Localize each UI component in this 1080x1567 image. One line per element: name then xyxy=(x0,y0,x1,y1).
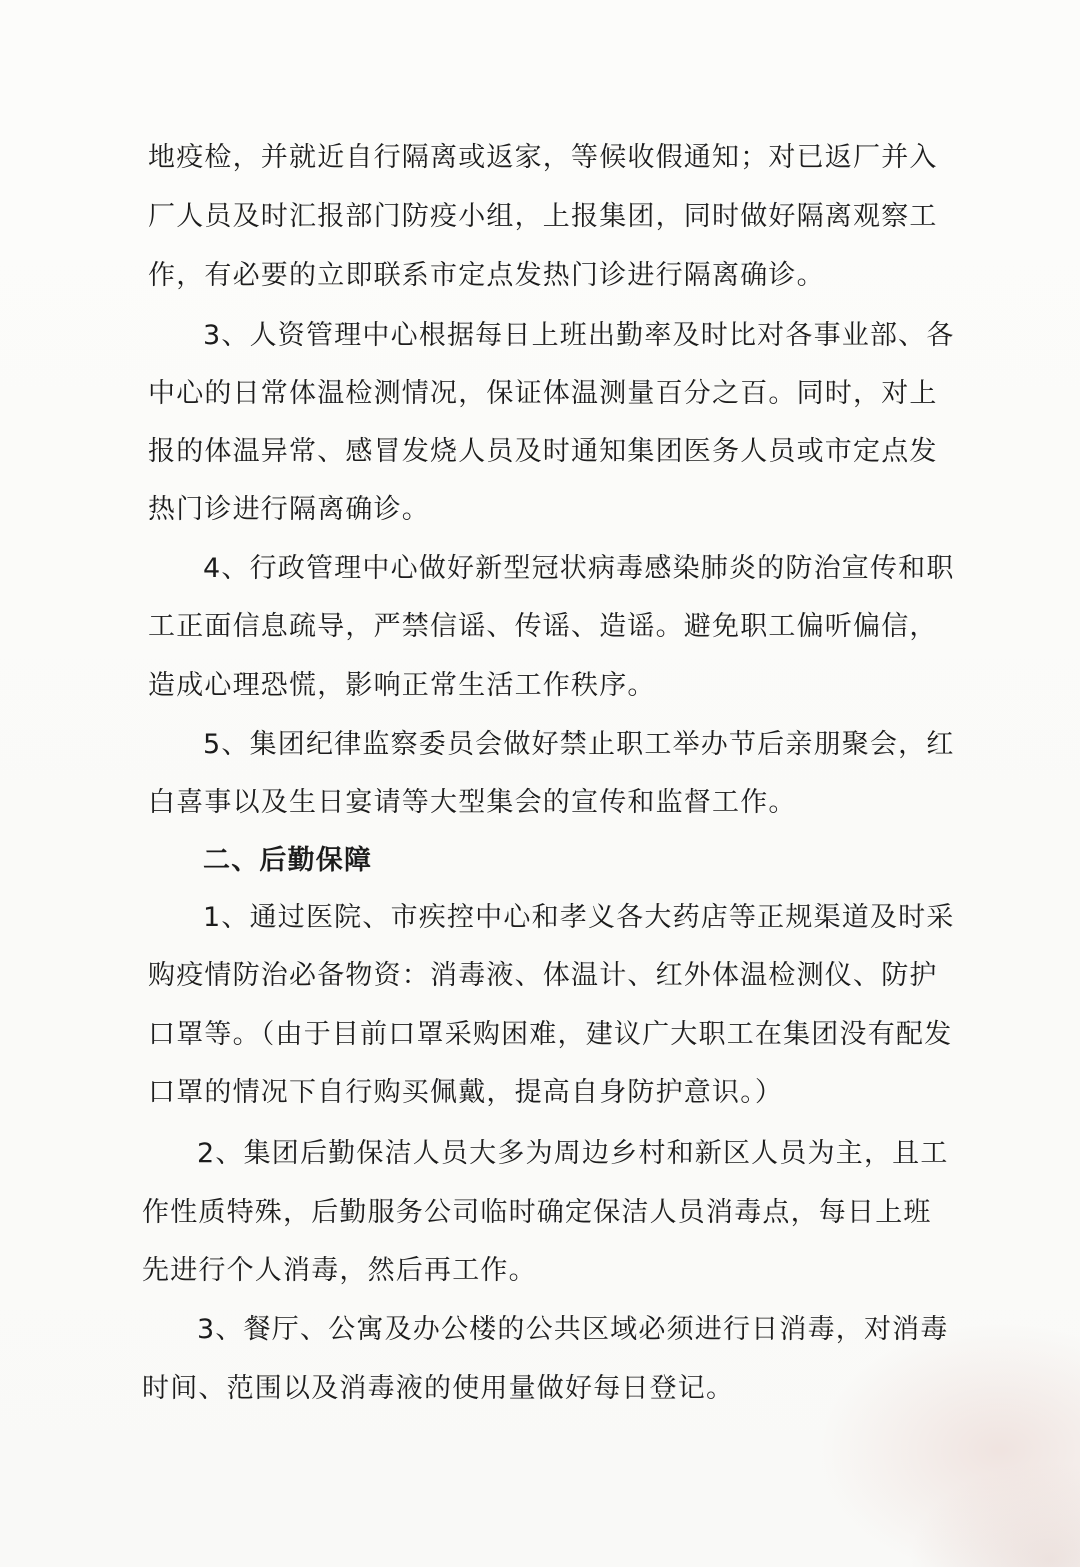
section-heading: 二、后勤保障 xyxy=(203,845,373,876)
text-line-18: 2、集团后勤保洁人员大多为周边乡村和新区人员为主，且工 xyxy=(197,1138,949,1169)
text-line-11: 5、集团纪律监察委员会做好禁止职工举办节后亲朋聚会，红 xyxy=(203,729,955,760)
text-line-10: 造成心理恐慌，影响正常生活工作秩序。 xyxy=(148,670,656,701)
text-line-14: 1、通过医院、市疾控中心和孝义各大药店等正规渠道及时采 xyxy=(203,902,955,933)
text-line-3: 作，有必要的立即联系市定点发热门诊进行隔离确诊。 xyxy=(148,260,825,291)
text-line-2: 厂人员及时汇报部门防疫小组，上报集团，同时做好隔离观察工 xyxy=(148,201,938,232)
text-line-20: 先进行个人消毒，然后再工作。 xyxy=(142,1255,537,1286)
text-line-1: 地疫检，并就近自行隔离或返家，等候收假通知；对已返厂并入 xyxy=(148,142,938,173)
text-line-22: 时间、范围以及消毒液的使用量做好每日登记。 xyxy=(142,1373,735,1404)
text-line-6: 报的体温异常、感冒发烧人员及时通知集团医务人员或市定点发 xyxy=(148,436,938,467)
text-line-12: 白喜事以及生日宴请等大型集会的宣传和监督工作。 xyxy=(148,787,797,818)
text-line-9: 工正面信息疏导，严禁信谣、传谣、造谣。避免职工偏听偏信， xyxy=(148,611,938,642)
text-line-16: 口罩等。（由于目前口罩采购困难，建议广大职工在集团没有配发 xyxy=(148,1019,953,1050)
text-line-7: 热门诊进行隔离确诊。 xyxy=(148,494,430,525)
text-line-19: 作性质特殊，后勤服务公司临时确定保洁人员消毒点，每日上班 xyxy=(142,1197,932,1228)
text-line-4: 3、人资管理中心根据每日上班出勤率及时比对各事业部、各 xyxy=(203,320,955,351)
text-line-21: 3、餐厅、公寓及办公楼的公共区域必须进行日消毒，对消毒 xyxy=(197,1314,949,1345)
text-line-8: 4、行政管理中心做好新型冠状病毒感染肺炎的防治宣传和职 xyxy=(203,553,955,584)
text-line-17: 口罩的情况下自行购买佩戴，提高自身防护意识。） xyxy=(148,1077,784,1108)
text-line-5: 中心的日常体温检测情况，保证体温测量百分之百。同时，对上 xyxy=(148,378,938,409)
text-line-15: 购疫情防治必备物资：消毒液、体温计、红外体温检测仪、防护 xyxy=(148,960,938,991)
